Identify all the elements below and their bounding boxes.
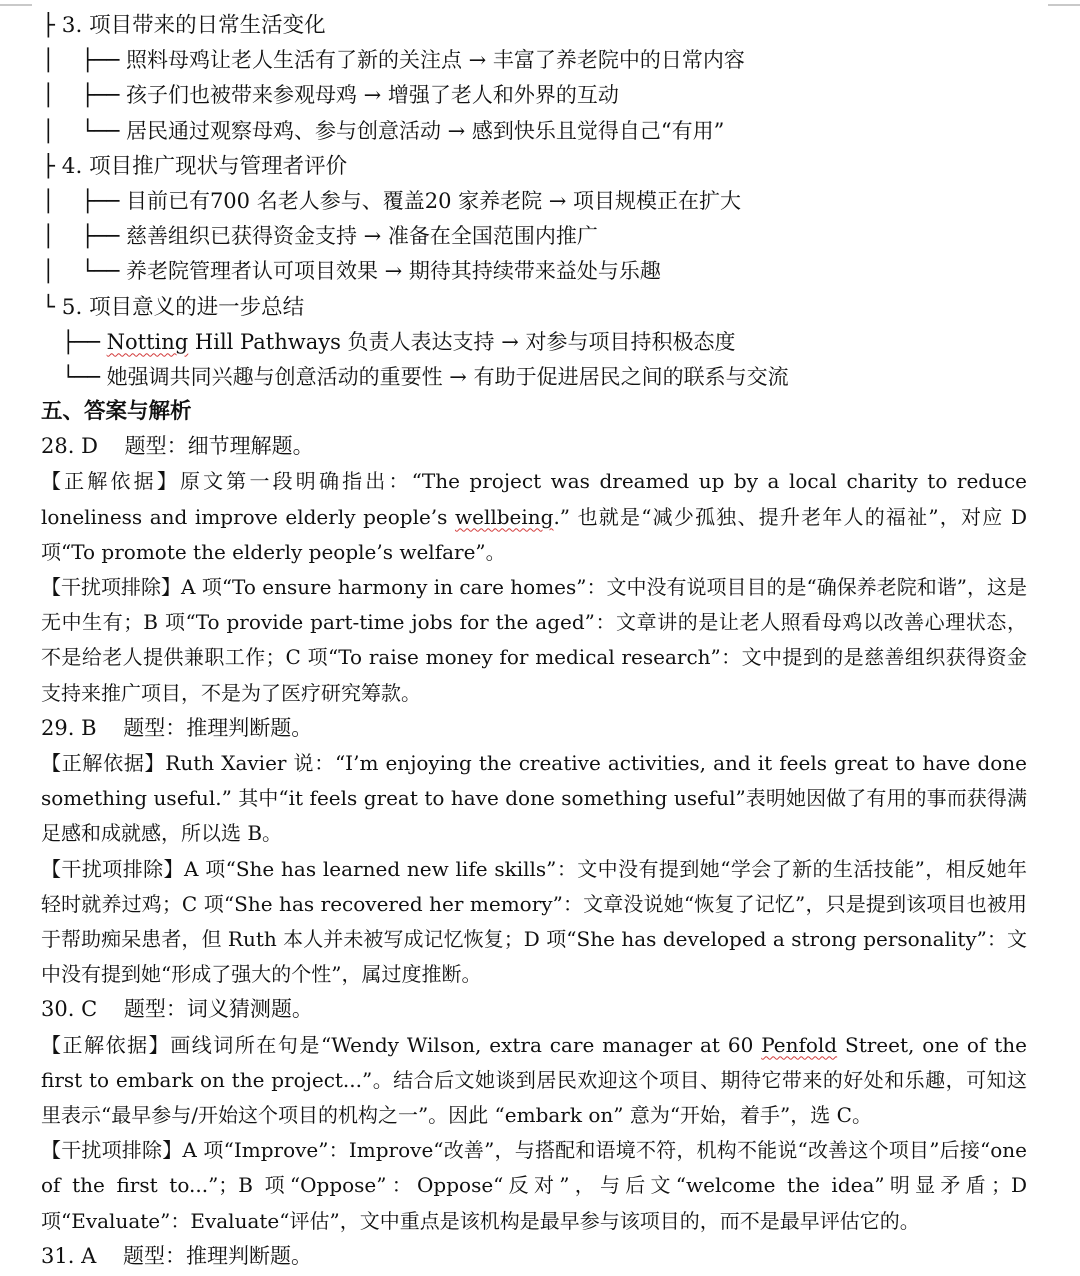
question-28-basis: [41, 464, 1027, 570]
tree-item: │ └── 居民通过观察母鸡、参与创意活动 → 感到快乐且觉得自己“有用”: [42, 118, 725, 143]
basis-text: 原文第一段明确指出：“The project was dreamed up by a local charity to reduce loneliness and improve elderly people’s: [41, 469, 1027, 529]
page-corner-mark: [0, 4, 32, 6]
tree-item: [42, 325, 1042, 360]
tree-item-text: Hill Pathways 负责人表达支持 → 对参与项目持积极态度: [188, 329, 736, 354]
tree-item: │ ├── 孩子们也被带来参观母鸡 → 增强了老人和外界的互动: [42, 83, 619, 108]
tree-item: │ ├── 慈善组织已获得资金支持 → 准备在全国范围内推广: [42, 224, 598, 249]
distractor-text: A 项“Improve”：Improve“改善”，与搭配和语境不符，机构不能说“改善这个项目”后接“one of the first to...”；B 项“Oppose”：Oppose“反对”，与后文“welcome the idea”明显矛盾；D 项“Evaluate”：Evaluate“评估”，文中重点是该机构是最早参与该项目的，而不是最早评估它的。: [41, 1138, 1027, 1233]
question-30-distractors: [41, 1133, 1027, 1239]
question-29-distractors: [41, 852, 1027, 993]
spellcheck-word: Notting: [106, 329, 189, 354]
answers-section: [41, 394, 1027, 1274]
section-title: 五、答案与解析: [41, 399, 192, 424]
question-30-header: 30. C 题型：词义猜测题。: [41, 997, 313, 1022]
tree-item: └── 她强调共同兴趣与创意活动的重要性 → 有助于促进居民之间的联系与交流: [42, 364, 789, 389]
distractor-label: 【干扰项排除】: [41, 574, 182, 599]
distractor-label: 【干扰项排除】: [41, 1138, 183, 1163]
basis-label: 【正解依据】: [41, 469, 180, 494]
basis-text: .” 也就是“减少孤独、提升老年人的福祉”，对应 D 项“To promote the elderly people’s welfare”。: [41, 504, 1027, 564]
question-29-header: 29. B 题型：推理判断题。: [41, 715, 313, 740]
tree-item-prefix: ├──: [42, 329, 107, 354]
tree-section-5-title: └ 5. 项目意义的进一步总结: [42, 294, 305, 320]
distractor-label: 【干扰项排除】: [41, 856, 184, 881]
question-28-distractors: [41, 570, 1027, 711]
tree-item: │ └── 养老院管理者认可项目效果 → 期待其持续带来益处与乐趣: [42, 259, 661, 284]
spellcheck-word: wellbeing: [454, 504, 554, 529]
distractor-text: A 项“She has learned new life skills”：文中没有提到她“学会了新的生活技能”，相反她年轻时就养过鸡；C 项“She has recovered her memory”：文章没说她“恢复了记忆”，只是提到该项目也被用于帮助痴呆患者，但 Ruth 本人并未被写成记忆恢复；D 项“She has developed a strong personality”：文中没有提到她“形成了强大的个性”，属过度推断。: [41, 856, 1027, 987]
basis-text: Ruth Xavier 说：“I’m enjoying the creative activities, and it feels great to have done something useful.” 其中“it feels great to have done something useful”表明她因做了有用的事而获得满足感和成就感，所以选 B。: [41, 750, 1028, 846]
spellcheck-word: Penfold: [761, 1032, 838, 1057]
question-30-basis: [41, 1028, 1027, 1134]
question-31-header: 31. A 题型：推理判断题。: [41, 1243, 312, 1268]
outline-tree: [42, 8, 1042, 395]
tree-section-3-title: ├ 3. 项目带来的日常生活变化: [42, 13, 326, 38]
question-29-basis: [41, 746, 1027, 852]
distractor-text: A 项“To ensure harmony in care homes”：文中没有说项目目的是“确保养老院和谐”，这是无中生有；B 项“To provide part-time jobs for the aged”：文章讲的是让老人照看母鸡以改善心理状态，不是给老人提供兼职工作；C 项“To raise money for medical research”：文中提到的是慈善组织获得资金支持来推广项目，不是为了医疗研究筹款。: [41, 574, 1027, 705]
basis-label: 【正解依据】: [41, 1032, 171, 1057]
basis-label: 【正解依据】: [41, 750, 166, 775]
basis-text: Street, one of the first to embark on the project...”。结合后文她谈到居民欢迎这个项目、期待它带来的好处和乐趣，可知这里表示“最早参与/开始这个项目的机构之一”。因此 “embark on” 意为“开始，着手”，选 C。: [41, 1032, 1027, 1127]
page-corner-mark: [1048, 4, 1080, 6]
tree-item: │ ├── 照料母鸡让老人生活有了新的关注点 → 丰富了养老院中的日常内容: [42, 48, 745, 73]
basis-text: 画线词所在句是“Wendy Wilson, extra care manager at 60: [170, 1032, 762, 1057]
tree-section-4-title: ├ 4. 项目推广现状与管理者评价: [42, 153, 348, 179]
tree-item: │ ├── 目前已有700 名老人参与、覆盖20 家养老院 → 项目规模正在扩大: [42, 188, 742, 213]
question-28-header: 28. D 题型：细节理解题。: [41, 434, 314, 459]
